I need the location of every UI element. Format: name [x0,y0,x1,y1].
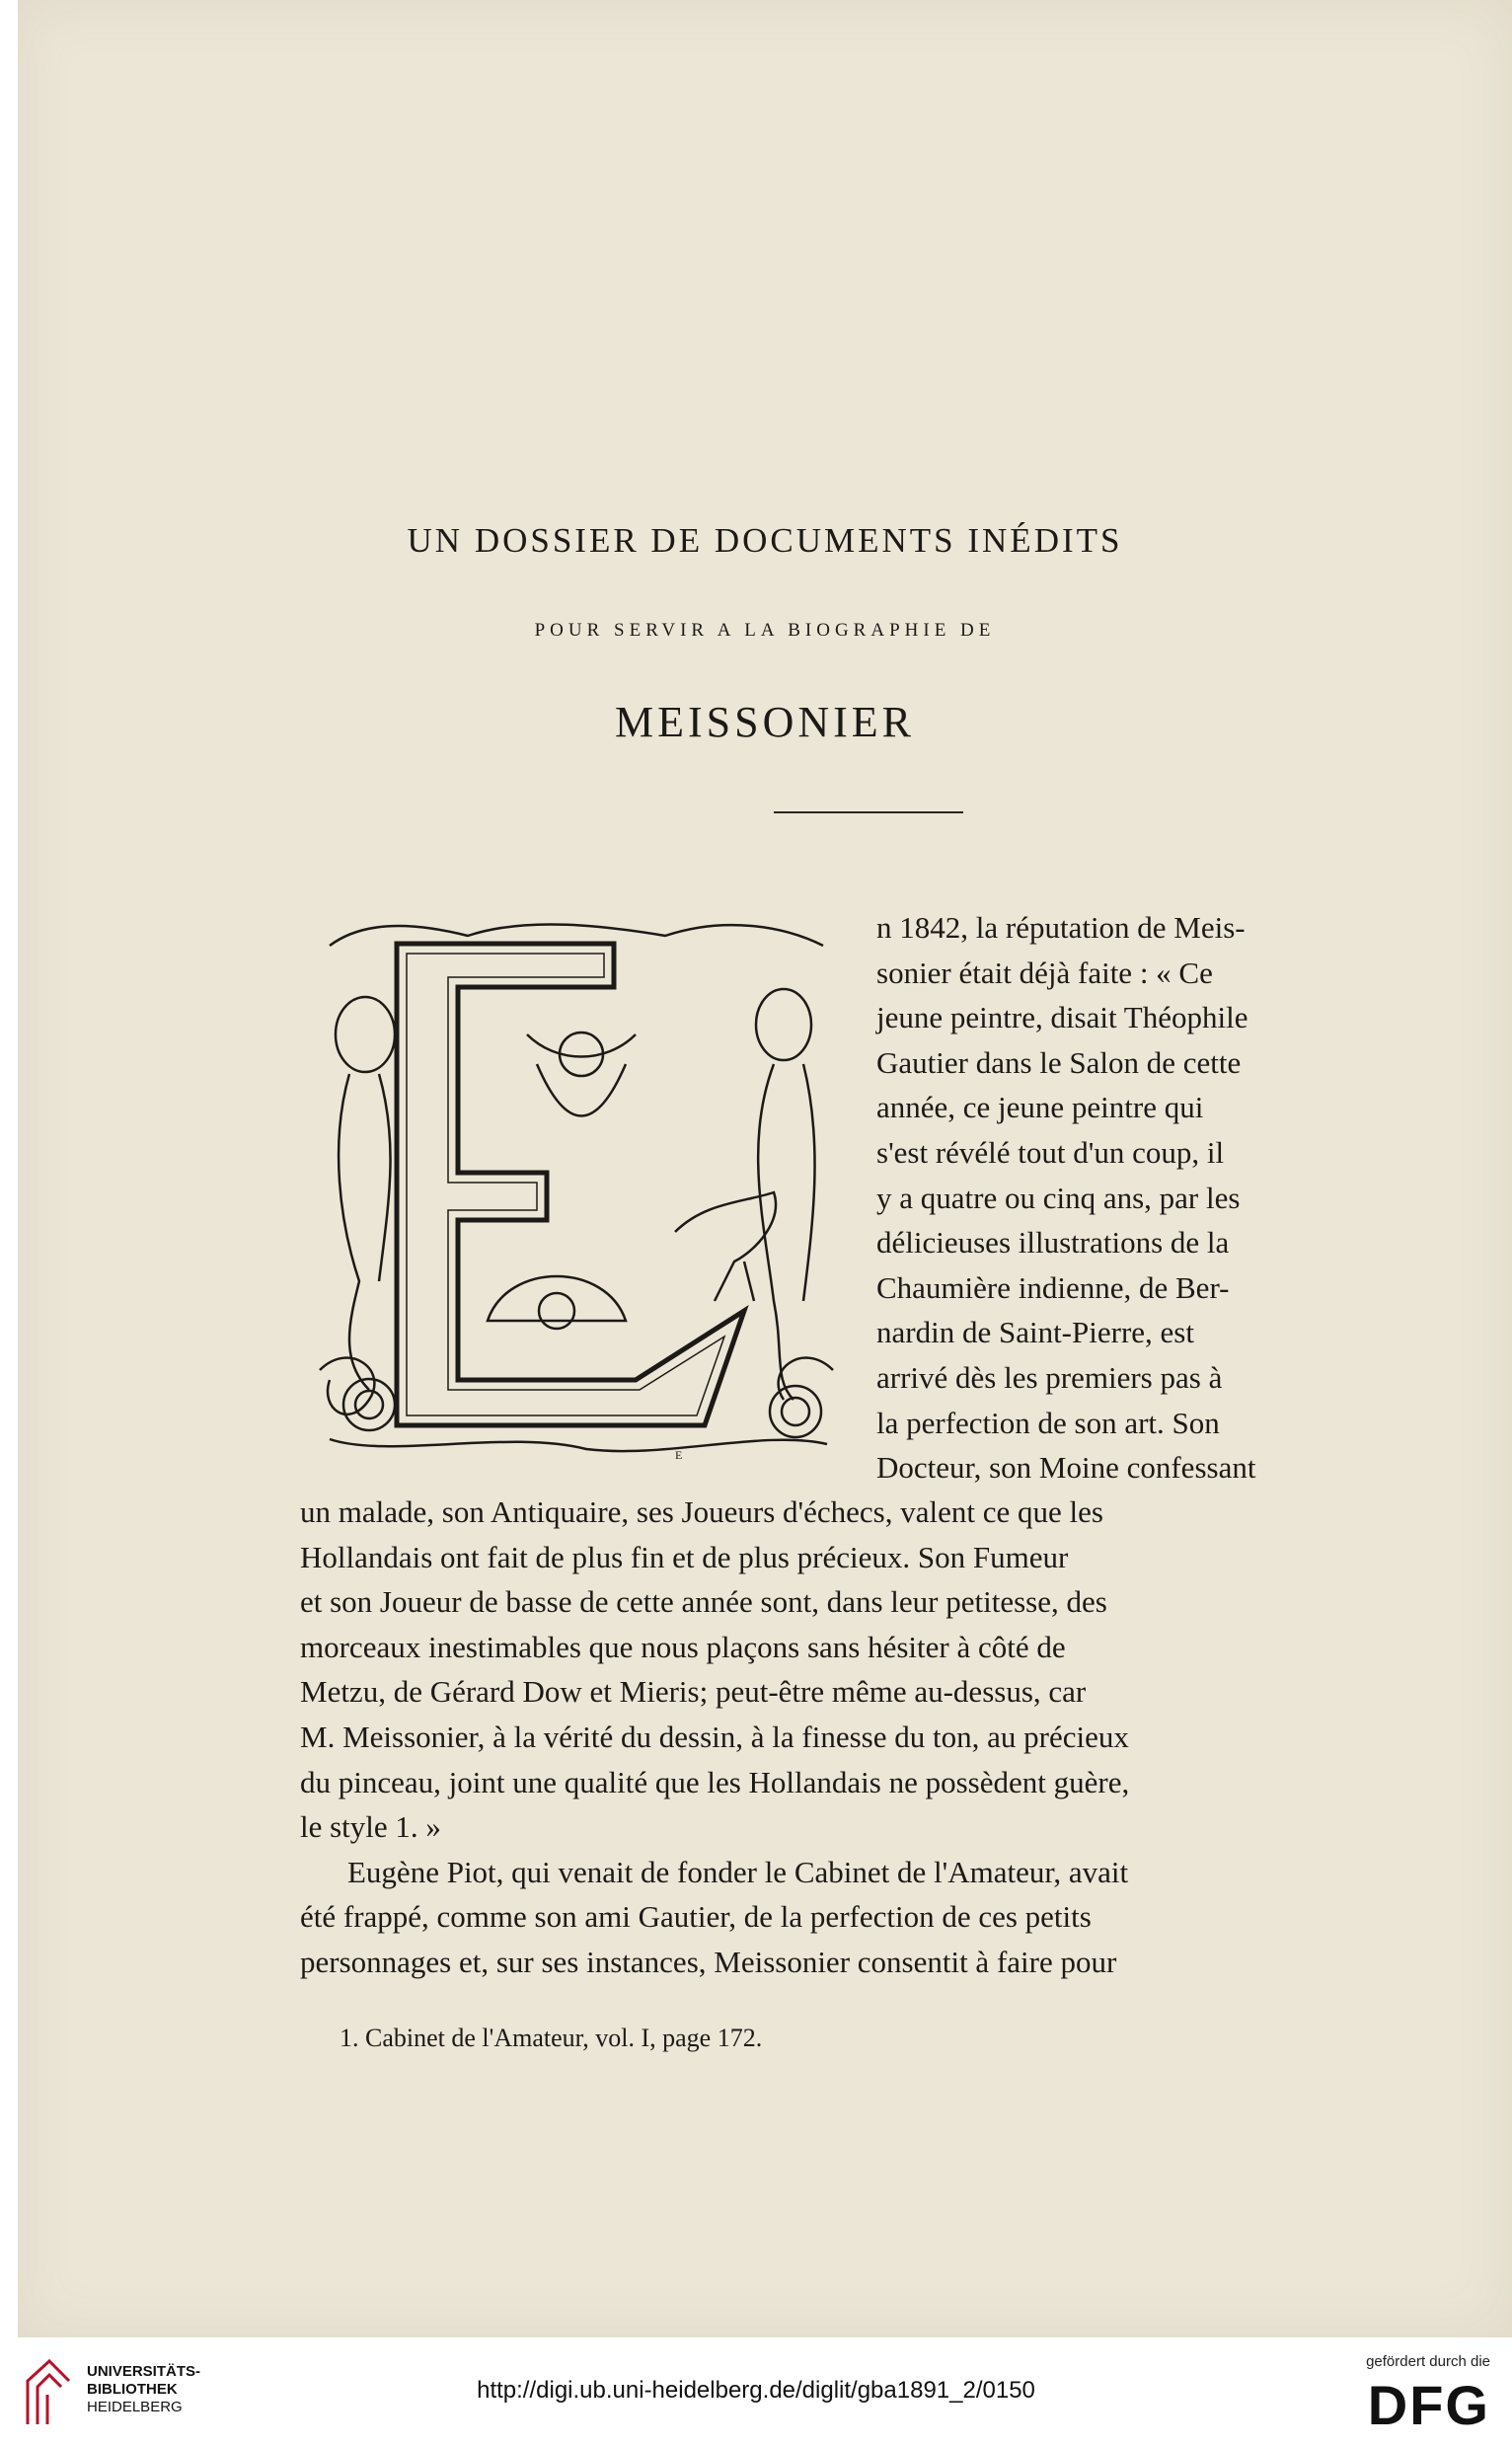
library-name-line: HEIDELBERG [87,2399,183,2415]
lead-line: année, ce jeune peintre qui [876,1090,1204,1125]
body-text [300,1490,1366,1985]
library-name-line: BIBLIOTHEK [87,2381,178,2398]
title-rule [774,811,963,813]
lead-line: n 1842, la réputation de Meis- [876,910,1246,945]
decorated-initial-e-ornament [310,906,847,1471]
lead-line: arrivé dès les premiers pas à [876,1359,1223,1395]
lead-line: délicieuses illustrations de la [876,1225,1230,1261]
engraver-signature: E [675,1448,683,1462]
lead-line: jeune peintre, disait Théophile [876,1000,1248,1035]
lead-paragraph [876,905,1370,1491]
body-line: personnages et, sur ses instances, Meissonier consentit à faire pour [300,1944,1117,1979]
funding-label: gefördert durch die [1366,2353,1490,2370]
body-line: et son Joueur de basse de cette année sont, dans leur petitesse, des [300,1584,1107,1620]
lead-line: la perfection de son art. Son [876,1405,1220,1440]
body-line: Hollandais ont fait de plus fin et de plus précieux. Son Fumeur [300,1539,1069,1574]
article-title: UN DOSSIER DE DOCUMENTS INÉDITS [407,521,1123,560]
article-subtitle: POUR SERVIR A LA BIOGRAPHIE DE [534,620,996,641]
lead-line: Chaumière indienne, de Ber- [876,1269,1230,1305]
body-line: morceaux inestimables que nous plaçons sans hésiter à côté de [300,1629,1066,1664]
library-name-line: UNIVERSITÄTS- [87,2363,201,2380]
lead-line: s'est révélé tout d'un coup, il [876,1134,1225,1170]
lead-line: Docteur, son Moine confessant [876,1450,1256,1486]
article-subject: MEISSONIER [614,698,916,746]
body-line: Metzu, de Gérard Dow et Mieris; peut-être même au-dessus, car [300,1674,1087,1710]
body-line: le style 1. » [300,1809,441,1845]
footnote: 1. Cabinet de l'Amateur, vol. I, page 172. [340,2024,763,2052]
dfg-logo: DFG [1367,2374,1490,2436]
body-line: un malade, son Antiquaire, ses Joueurs d'échecs, valent ce que les [300,1494,1103,1529]
body-line: été frappé, comme son ami Gautier, de la perfection de ces petits [300,1899,1092,1935]
lead-line: sonier était déjà faite : « Ce [876,955,1213,990]
body-line: du pinceau, joint une qualité que les Hollandais ne possèdent guère, [300,1764,1130,1799]
body-line: M. Meissonier, à la vérité du dessin, à la finesse du ton, au précieux [300,1719,1129,1754]
lead-line: Gautier dans le Salon de cette [876,1044,1242,1080]
body-line: Eugène Piot, qui venait de fonder le Cabinet de l'Amateur, avait [347,1854,1129,1889]
lead-line: nardin de Saint-Pierre, est [876,1315,1194,1350]
lead-line: y a quatre ou cinq ans, par les [876,1180,1241,1215]
source-url[interactable]: http://digi.ub.uni-heidelberg.de/diglit/gba1891_2/0150 [477,2377,1035,2404]
